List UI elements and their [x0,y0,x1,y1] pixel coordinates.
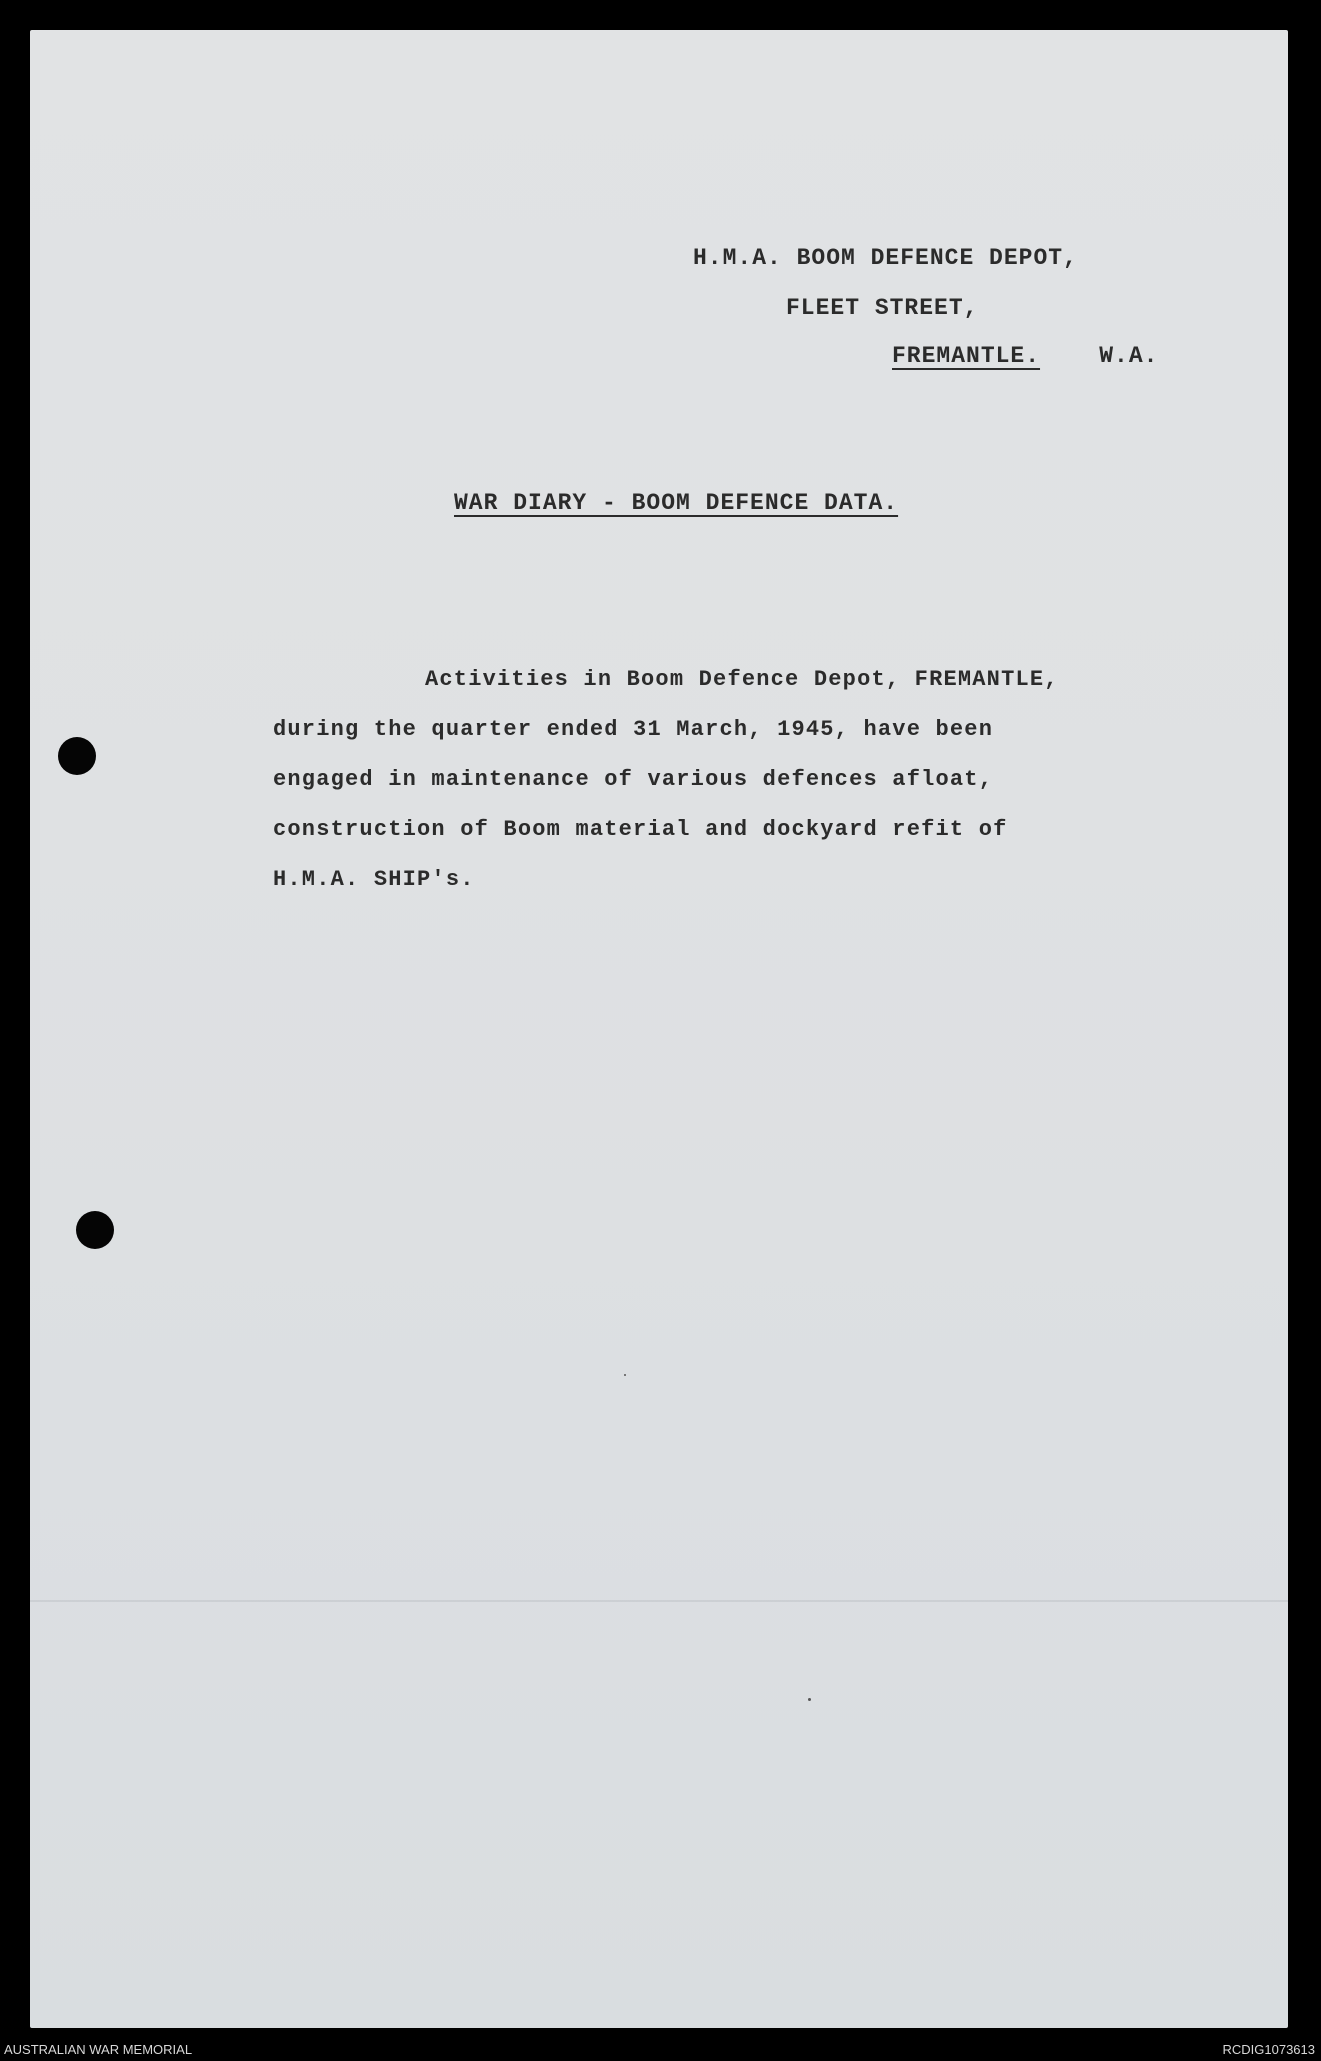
body-line-2: during the quarter ended 31 March, 1945, have been [273,717,994,742]
letterhead-place: FREMANTLE. [892,343,1041,369]
document-title: WAR DIARY - BOOM DEFENCE DATA. [454,490,899,516]
footer-archive: AUSTRALIAN WAR MEMORIAL [4,2042,193,2057]
ink-speck [808,1698,811,1701]
body-line-4: construction of Boom material and dockyard refit of [273,817,1008,842]
punch-hole-top [58,737,96,775]
ink-speck [624,1374,626,1376]
footer-id: RCDIG1073613 [1222,2042,1315,2057]
punch-hole-bottom [76,1211,114,1249]
letterhead-line-1: H.M.A. BOOM DEFENCE DEPOT, [693,245,1078,271]
letterhead-state: W.A. [1099,343,1159,369]
letterhead-line-2: FLEET STREET, [786,295,979,321]
letterhead-line-3 [892,343,1158,369]
body-line-1: Activities in Boom Defence Depot, FREMANTLE, [425,667,1059,692]
document-page [30,30,1288,2028]
body-line-3: engaged in maintenance of various defences afloat, [273,767,994,792]
body-line-5: H.M.A. SHIP's. [273,867,475,892]
paper-fold [30,1600,1288,1602]
